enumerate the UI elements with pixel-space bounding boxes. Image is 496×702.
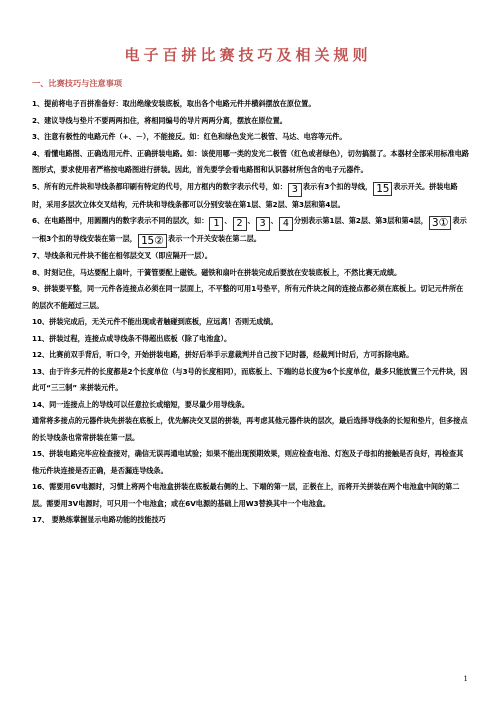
layer-4-icon: 4 <box>279 217 293 231</box>
paragraph-12: 12、比赛前双手背后，听口令，开始拼装电路，拼好后举手示意裁判并自己按下记时器，经裁判计时后，方可拆除电路。 <box>32 350 414 359</box>
paragraph-7: 7、导线条和元件块不能在相邻层交叉（即应隔开一层）。 <box>32 251 212 260</box>
paragraph-2: 2、建议导线与垫片不要两两扣住，将相同编号的导片两两分离，摆放在原位置。 <box>32 115 287 125</box>
paragraph-16: 16、需要用6V电源时，习惯上将两个电池盒拼装在底板最右侧的上、下端的第一层，正极在上，而将开关拼装在两个电池盒中间的第二层。需要用3V电源时，可只用一个电池盒；或在6V电源的基础上用W3替换其中一个电池盒。 <box>32 482 460 508</box>
switch-15-icon: 15 <box>373 182 392 196</box>
wire-3-icon: 3 <box>288 183 302 197</box>
document-body <box>32 96 469 529</box>
layer-3-icon: 3 <box>256 217 270 231</box>
switch-15-layer2-icon: 15② <box>138 234 167 248</box>
layer-2-icon: 2 <box>233 217 247 231</box>
page-title: 电子百拼比赛技巧及相关规则 <box>124 46 372 64</box>
paragraph-3: 3、注意有极性的电路元件（+、－），不能接反。如：红色和绿色发光二极管、马达、电容等元件。 <box>32 132 347 141</box>
paragraph-15: 15、拼装电路完毕应检查接对，确信无误再通电试验；如果不能出现预期效果，则应检查电池、灯泡及子母扣的接触是否良好，再检查其他元件块连接是否正确，是否漏连导线条。 <box>32 449 464 475</box>
paragraph-8: 8、时刻记住，马达要配上扇叶，干簧管要配上磁铁。磁铁和扇叶在拼装完成后要放在安装底板上，不然比赛无成绩。 <box>32 267 402 277</box>
layer-1-icon: 1 <box>209 217 223 231</box>
page-number: 1 <box>463 675 468 683</box>
paragraph-10: 10、拼装完成后，无关元件不能出现或者触碰到底板，应远离！否则无成绩。 <box>32 317 278 326</box>
wire-3-layer1-icon: 3① <box>429 216 451 230</box>
section-heading: 一、比赛技巧与注意事项 <box>32 78 123 88</box>
paragraph-14: 14、同一连接点上的导线可以任意拉长或缩短，要尽量少用导线条。 <box>32 399 250 409</box>
paragraph-4: 4、看懂电路图、正确选用元件、正确拼装电路。如：该使用哪一类的发光二极管（红色或者绿色），切勿搞混了。本器材全部采用标准电路图形式，要求使用者严格按电路图进行拼装。因此，首先要学会看电路图和认识器材所包含的电子元器件。 <box>32 148 469 174</box>
paragraph-11: 11、拼装过程，连接点或导线条不得超出底板（除了电池盒）。 <box>32 333 232 343</box>
paragraph-13: 13、由于许多元件的长度都是2个长度单位（与3号的长度相同），而底板上、下端的总长度为6个长度单位，最多只能放置三个元件块，因此可“三三制” 来拼装元件。 <box>32 366 468 392</box>
paragraph-5: 5、所有的元件块和导线条都印刷有特定的代号，用方框内的数字表示代号，如： 3 表示有3个扣的导线， 15 表示开关。拼装电路时，采用多层次立体交叉结构，元件块和导线条都可以分别安装在第1层、第2层、第3层和第4层。 <box>32 181 458 209</box>
paragraph-17: 17、 要熟练掌握显示电路功能的技能技巧 <box>32 515 166 524</box>
paragraph-14b: 通常将多接点的元器件块先拼装在底板上，优先解决交叉层的拼装，再考虑其他元器件块的层次，最后选择导线条的长短和垫片，但多接点的长导线条也常常拼装在第一层。 <box>32 416 468 442</box>
paragraph-9: 9、拼装要平整，同一元件各连接点必须在同一层面上，不平整的可用1号垫平，所有元件块之间的连接点都必须在底板上。切记元件所在的层次不能超过三层。 <box>32 284 464 310</box>
paragraph-1: 1、提前将电子百拼准备好：取出绝缘安装底板，取出各个电路元件并横斜摆放在原位置。 <box>32 99 316 108</box>
paragraph-6: 6、在电路图中，用圆圈内的数字表示不同的层次，如： 1 、 2 、 3 、 4 分别表示第1层、第2层、第3层和第4层， 3① 表示一根3个扣的导线安装在第一层， 15② 表示一个开关安装在第二层。 <box>32 216 467 247</box>
